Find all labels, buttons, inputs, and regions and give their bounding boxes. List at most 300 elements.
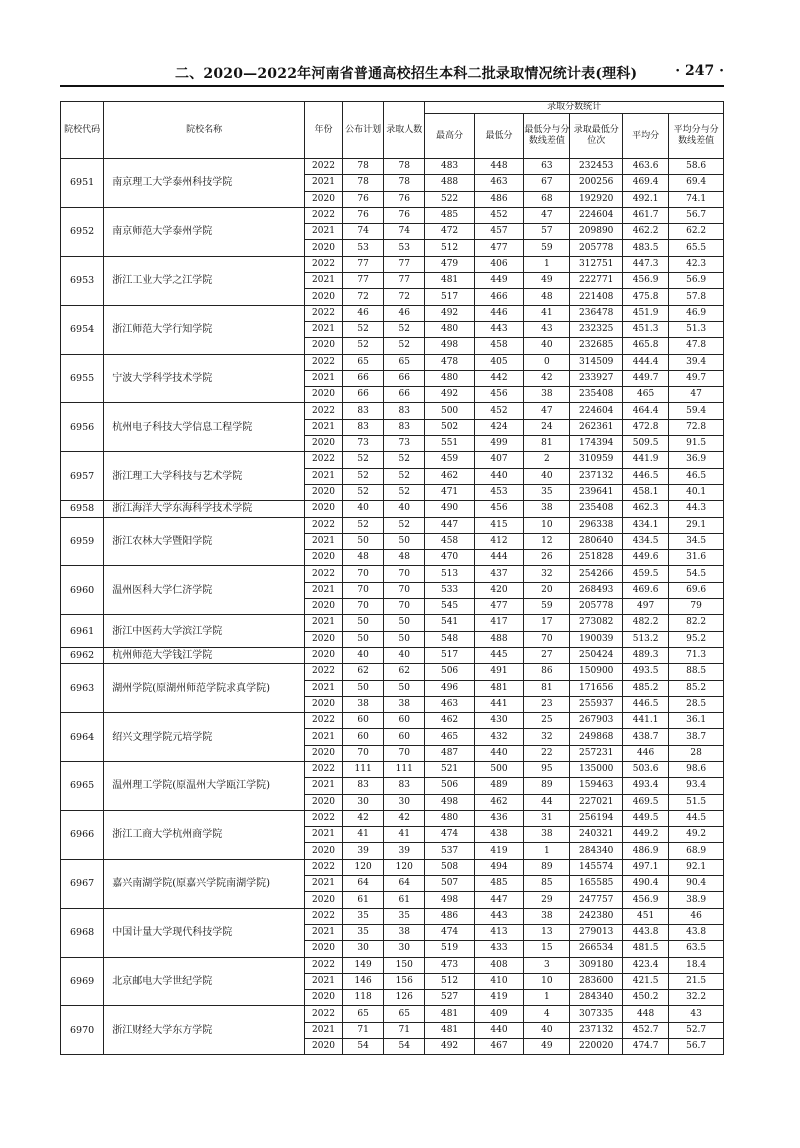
cell-min-rank: 256194 [570, 810, 622, 826]
school-name: 嘉兴南湖学院(原嘉兴学院南湖学院) [104, 859, 305, 908]
cell-avg: 463.6 [622, 159, 668, 175]
cell-avg: 438.7 [622, 729, 668, 745]
cell-year: 2022 [304, 1006, 342, 1022]
school-code: 6954 [61, 305, 104, 354]
cell-min: 456 [474, 501, 523, 517]
cell-max: 480 [425, 810, 474, 826]
cell-year: 2022 [304, 207, 342, 223]
table-row [61, 403, 724, 419]
cell-min-diff: 40 [524, 468, 570, 484]
table-body [61, 159, 724, 1055]
cell-min-diff: 17 [524, 615, 570, 631]
cell-min: 444 [474, 550, 523, 566]
cell-avg: 481.5 [622, 941, 668, 957]
cell-min-rank: 205778 [570, 599, 622, 615]
cell-min-rank: 232453 [570, 159, 622, 175]
header-admitted: 录取人数 [384, 102, 425, 159]
cell-year: 2022 [304, 452, 342, 468]
cell-admitted: 64 [384, 876, 425, 892]
cell-min: 481 [474, 680, 523, 696]
header-name: 院校名称 [104, 102, 305, 159]
cell-min-rank: 235408 [570, 501, 622, 517]
table-row [61, 908, 724, 924]
page-header [60, 60, 724, 84]
cell-avg-diff: 93.4 [669, 778, 724, 794]
cell-min-rank: 273082 [570, 615, 622, 631]
cell-plan: 83 [343, 419, 384, 435]
cell-admitted: 111 [384, 761, 425, 777]
header-min-rank: 录取最低分位次 [570, 114, 622, 159]
table-row [61, 615, 724, 631]
cell-avg-diff: 63.5 [669, 941, 724, 957]
school-name: 浙江海洋大学东海科学技术学院 [104, 501, 305, 517]
cell-min-diff: 20 [524, 582, 570, 598]
cell-admitted: 76 [384, 207, 425, 223]
cell-avg: 447.3 [622, 256, 668, 272]
school-name: 杭州师范大学钱江学院 [104, 647, 305, 663]
cell-admitted: 77 [384, 256, 425, 272]
cell-admitted: 71 [384, 1022, 425, 1038]
cell-avg: 492.1 [622, 191, 668, 207]
cell-plan: 52 [343, 321, 384, 337]
cell-min: 441 [474, 696, 523, 712]
cell-min-diff: 95 [524, 761, 570, 777]
cell-admitted: 46 [384, 305, 425, 321]
cell-year: 2022 [304, 957, 342, 973]
cell-admitted: 30 [384, 941, 425, 957]
cell-admitted: 76 [384, 191, 425, 207]
cell-year: 2022 [304, 761, 342, 777]
school-code: 6952 [61, 207, 104, 256]
cell-min-rank: 284340 [570, 990, 622, 1006]
cell-min-diff: 47 [524, 403, 570, 419]
cell-min: 448 [474, 159, 523, 175]
cell-year: 2022 [304, 859, 342, 875]
cell-avg-diff: 95.2 [669, 631, 724, 647]
cell-year: 2020 [304, 941, 342, 957]
table-row [61, 1006, 724, 1022]
cell-plan: 46 [343, 305, 384, 321]
cell-year: 2021 [304, 175, 342, 191]
cell-min-diff: 0 [524, 354, 570, 370]
cell-min-rank: 224604 [570, 207, 622, 223]
table-row [61, 501, 724, 517]
cell-max: 459 [425, 452, 474, 468]
cell-avg: 448 [622, 1006, 668, 1022]
cell-max: 465 [425, 729, 474, 745]
cell-year: 2021 [304, 370, 342, 386]
cell-year: 2021 [304, 729, 342, 745]
cell-year: 2020 [304, 436, 342, 452]
cell-min-diff: 1 [524, 843, 570, 859]
cell-admitted: 39 [384, 843, 425, 859]
cell-min-rank: 242380 [570, 908, 622, 924]
cell-min: 452 [474, 207, 523, 223]
cell-min-rank: 150900 [570, 664, 622, 680]
cell-max: 481 [425, 273, 474, 289]
cell-min: 433 [474, 941, 523, 957]
cell-avg-diff: 88.5 [669, 664, 724, 680]
cell-plan: 73 [343, 436, 384, 452]
cell-min-rank: 309180 [570, 957, 622, 973]
cell-year: 2022 [304, 566, 342, 582]
cell-min-rank: 251828 [570, 550, 622, 566]
cell-plan: 71 [343, 1022, 384, 1038]
cell-min-rank: 227021 [570, 794, 622, 810]
cell-avg: 464.4 [622, 403, 668, 419]
cell-avg: 458.1 [622, 484, 668, 500]
cell-year: 2021 [304, 419, 342, 435]
cell-max: 506 [425, 664, 474, 680]
cell-plan: 52 [343, 338, 384, 354]
cell-plan: 30 [343, 941, 384, 957]
cell-min-diff: 49 [524, 273, 570, 289]
cell-min-diff: 68 [524, 191, 570, 207]
cell-avg-diff: 44.3 [669, 501, 724, 517]
cell-min-rank: 279013 [570, 924, 622, 940]
cell-min: 408 [474, 957, 523, 973]
cell-min: 452 [474, 403, 523, 419]
cell-min-rank: 307335 [570, 1006, 622, 1022]
school-code: 6953 [61, 256, 104, 305]
cell-plan: 78 [343, 159, 384, 175]
cell-avg-diff: 43 [669, 1006, 724, 1022]
cell-max: 488 [425, 175, 474, 191]
cell-avg-diff: 54.5 [669, 566, 724, 582]
cell-plan: 40 [343, 501, 384, 517]
cell-min: 499 [474, 436, 523, 452]
cell-min: 463 [474, 175, 523, 191]
cell-avg: 451.3 [622, 321, 668, 337]
school-name: 南京理工大学泰州科技学院 [104, 159, 305, 208]
table-row [61, 957, 724, 973]
cell-year: 2022 [304, 664, 342, 680]
cell-avg-diff: 36.9 [669, 452, 724, 468]
cell-plan: 70 [343, 745, 384, 761]
cell-admitted: 35 [384, 908, 425, 924]
cell-year: 2020 [304, 501, 342, 517]
cell-avg: 462.3 [622, 501, 668, 517]
cell-avg-diff: 46.5 [669, 468, 724, 484]
cell-avg: 490.4 [622, 876, 668, 892]
cell-avg-diff: 91.5 [669, 436, 724, 452]
cell-admitted: 52 [384, 468, 425, 484]
cell-min-rank: 159463 [570, 778, 622, 794]
cell-admitted: 70 [384, 582, 425, 598]
cell-admitted: 50 [384, 631, 425, 647]
cell-year: 2020 [304, 745, 342, 761]
school-code: 6964 [61, 713, 104, 762]
cell-avg: 485.2 [622, 680, 668, 696]
cell-max: 474 [425, 827, 474, 843]
cell-min-diff: 59 [524, 599, 570, 615]
cell-avg: 456.9 [622, 273, 668, 289]
cell-avg-diff: 72.8 [669, 419, 724, 435]
cell-avg-diff: 18.4 [669, 957, 724, 973]
cell-admitted: 83 [384, 419, 425, 435]
cell-admitted: 41 [384, 827, 425, 843]
cell-year: 2022 [304, 810, 342, 826]
cell-admitted: 74 [384, 224, 425, 240]
cell-year: 2020 [304, 631, 342, 647]
header-max: 最高分 [425, 114, 474, 159]
cell-avg-diff: 51.5 [669, 794, 724, 810]
cell-max: 481 [425, 1022, 474, 1038]
cell-min-rank: 247757 [570, 892, 622, 908]
cell-avg: 465 [622, 387, 668, 403]
cell-max: 551 [425, 436, 474, 452]
cell-max: 522 [425, 191, 474, 207]
cell-avg-diff: 44.5 [669, 810, 724, 826]
cell-max: 473 [425, 957, 474, 973]
school-code: 6963 [61, 664, 104, 713]
cell-min: 453 [474, 484, 523, 500]
cell-min: 410 [474, 973, 523, 989]
cell-plan: 39 [343, 843, 384, 859]
cell-admitted: 72 [384, 289, 425, 305]
cell-min-diff: 38 [524, 501, 570, 517]
cell-min-rank: 284340 [570, 843, 622, 859]
cell-min: 457 [474, 224, 523, 240]
cell-min-diff: 38 [524, 908, 570, 924]
cell-min: 491 [474, 664, 523, 680]
cell-avg: 434.5 [622, 533, 668, 549]
cell-year: 2022 [304, 305, 342, 321]
cell-min-diff: 67 [524, 175, 570, 191]
cell-avg-diff: 82.2 [669, 615, 724, 631]
cell-avg-diff: 32.2 [669, 990, 724, 1006]
cell-plan: 48 [343, 550, 384, 566]
cell-admitted: 150 [384, 957, 425, 973]
cell-admitted: 126 [384, 990, 425, 1006]
cell-plan: 66 [343, 370, 384, 386]
cell-admitted: 52 [384, 452, 425, 468]
cell-max: 496 [425, 680, 474, 696]
cell-admitted: 48 [384, 550, 425, 566]
cell-year: 2020 [304, 794, 342, 810]
cell-plan: 74 [343, 224, 384, 240]
cell-min: 447 [474, 892, 523, 908]
cell-max: 541 [425, 615, 474, 631]
cell-admitted: 70 [384, 566, 425, 582]
cell-max: 512 [425, 240, 474, 256]
cell-min-rank: 310959 [570, 452, 622, 468]
cell-admitted: 83 [384, 778, 425, 794]
school-name: 浙江财经大学东方学院 [104, 1006, 305, 1055]
cell-plan: 50 [343, 615, 384, 631]
cell-avg: 434.1 [622, 517, 668, 533]
cell-admitted: 38 [384, 696, 425, 712]
cell-year: 2022 [304, 908, 342, 924]
cell-admitted: 53 [384, 240, 425, 256]
cell-min-diff: 32 [524, 566, 570, 582]
cell-year: 2021 [304, 924, 342, 940]
cell-avg-diff: 79 [669, 599, 724, 615]
cell-avg-diff: 57.8 [669, 289, 724, 305]
cell-plan: 146 [343, 973, 384, 989]
cell-plan: 118 [343, 990, 384, 1006]
cell-min-diff: 48 [524, 289, 570, 305]
header-year: 年份 [304, 102, 342, 159]
cell-avg-diff: 69.4 [669, 175, 724, 191]
school-code: 6951 [61, 159, 104, 208]
cell-avg: 503.6 [622, 761, 668, 777]
cell-min-diff: 4 [524, 1006, 570, 1022]
cell-min-rank: 249868 [570, 729, 622, 745]
cell-year: 2020 [304, 484, 342, 500]
school-name: 杭州电子科技大学信息工程学院 [104, 403, 305, 452]
cell-avg-diff: 34.5 [669, 533, 724, 549]
cell-min: 415 [474, 517, 523, 533]
cell-avg-diff: 46.9 [669, 305, 724, 321]
cell-min: 417 [474, 615, 523, 631]
cell-year: 2020 [304, 843, 342, 859]
cell-min: 486 [474, 191, 523, 207]
cell-min-diff: 43 [524, 321, 570, 337]
cell-avg-diff: 39.4 [669, 354, 724, 370]
cell-year: 2021 [304, 1022, 342, 1038]
cell-avg: 451 [622, 908, 668, 924]
cell-min-rank: 221408 [570, 289, 622, 305]
cell-year: 2020 [304, 289, 342, 305]
cell-max: 507 [425, 876, 474, 892]
cell-max: 487 [425, 745, 474, 761]
cell-avg: 449.7 [622, 370, 668, 386]
cell-avg-diff: 51.3 [669, 321, 724, 337]
table-row [61, 664, 724, 680]
cell-avg-diff: 65.5 [669, 240, 724, 256]
cell-avg: 469.6 [622, 582, 668, 598]
cell-max: 492 [425, 1039, 474, 1055]
cell-min-diff: 81 [524, 680, 570, 696]
cell-avg: 482.2 [622, 615, 668, 631]
cell-plan: 30 [343, 794, 384, 810]
cell-admitted: 30 [384, 794, 425, 810]
cell-avg-diff: 47 [669, 387, 724, 403]
page-number: · 247 · [675, 63, 724, 79]
cell-avg: 444.4 [622, 354, 668, 370]
cell-min: 485 [474, 876, 523, 892]
cell-min: 449 [474, 273, 523, 289]
school-name: 南京师范大学泰州学院 [104, 207, 305, 256]
cell-admitted: 66 [384, 370, 425, 386]
cell-year: 2022 [304, 713, 342, 729]
table-row [61, 256, 724, 272]
cell-avg: 469.4 [622, 175, 668, 191]
cell-min-diff: 86 [524, 664, 570, 680]
table-row [61, 517, 724, 533]
cell-avg: 443.8 [622, 924, 668, 940]
cell-year: 2020 [304, 1039, 342, 1055]
cell-min-diff: 57 [524, 224, 570, 240]
cell-min-diff: 81 [524, 436, 570, 452]
cell-plan: 76 [343, 207, 384, 223]
cell-avg: 461.7 [622, 207, 668, 223]
school-name: 浙江工业大学之江学院 [104, 256, 305, 305]
cell-avg: 449.2 [622, 827, 668, 843]
cell-avg: 513.2 [622, 631, 668, 647]
table-row [61, 354, 724, 370]
cell-min-rank: 205778 [570, 240, 622, 256]
cell-min-rank: 266534 [570, 941, 622, 957]
cell-max: 533 [425, 582, 474, 598]
page-title: 二、2020—2022年河南省普通高校招生本科二批录取情况统计表(理科) [175, 66, 638, 82]
cell-min-rank: 255937 [570, 696, 622, 712]
cell-avg-diff: 58.6 [669, 159, 724, 175]
cell-min-rank: 239641 [570, 484, 622, 500]
cell-plan: 42 [343, 810, 384, 826]
cell-min-rank: 232325 [570, 321, 622, 337]
cell-max: 486 [425, 908, 474, 924]
cell-year: 2020 [304, 696, 342, 712]
cell-avg-diff: 40.1 [669, 484, 724, 500]
cell-max: 462 [425, 713, 474, 729]
cell-min-diff: 40 [524, 1022, 570, 1038]
cell-avg-diff: 46 [669, 908, 724, 924]
cell-min: 489 [474, 778, 523, 794]
cell-year: 2020 [304, 338, 342, 354]
cell-min-rank: 200256 [570, 175, 622, 191]
cell-min-rank: 165585 [570, 876, 622, 892]
cell-avg: 493.5 [622, 664, 668, 680]
cell-max: 548 [425, 631, 474, 647]
cell-min-rank: 171656 [570, 680, 622, 696]
school-name: 中国计量大学现代科技学院 [104, 908, 305, 957]
cell-year: 2021 [304, 224, 342, 240]
cell-avg: 452.7 [622, 1022, 668, 1038]
school-code: 6961 [61, 615, 104, 648]
cell-plan: 60 [343, 729, 384, 745]
cell-min-rank: 190039 [570, 631, 622, 647]
cell-min: 432 [474, 729, 523, 745]
school-code: 6957 [61, 452, 104, 501]
cell-admitted: 60 [384, 713, 425, 729]
cell-min-rank: 262361 [570, 419, 622, 435]
cell-admitted: 73 [384, 436, 425, 452]
cell-avg: 486.9 [622, 843, 668, 859]
cell-min-diff: 70 [524, 631, 570, 647]
cell-avg: 465.8 [622, 338, 668, 354]
header-code: 院校代码 [61, 102, 104, 159]
school-code: 6970 [61, 1006, 104, 1055]
cell-min-diff: 59 [524, 240, 570, 256]
cell-admitted: 40 [384, 501, 425, 517]
cell-plan: 78 [343, 175, 384, 191]
school-code: 6965 [61, 761, 104, 810]
cell-avg-diff: 56.9 [669, 273, 724, 289]
cell-min-diff: 22 [524, 745, 570, 761]
cell-min: 440 [474, 745, 523, 761]
table-row [61, 859, 724, 875]
cell-min-diff: 29 [524, 892, 570, 908]
cell-plan: 41 [343, 827, 384, 843]
cell-plan: 50 [343, 533, 384, 549]
cell-max: 492 [425, 387, 474, 403]
school-name: 绍兴文理学院元培学院 [104, 713, 305, 762]
school-code: 6962 [61, 647, 104, 663]
cell-min-diff: 27 [524, 647, 570, 663]
cell-max: 481 [425, 1006, 474, 1022]
school-code: 6967 [61, 859, 104, 908]
cell-admitted: 65 [384, 354, 425, 370]
cell-admitted: 52 [384, 484, 425, 500]
cell-min-diff: 49 [524, 1039, 570, 1055]
cell-year: 2021 [304, 827, 342, 843]
cell-year: 2021 [304, 778, 342, 794]
cell-plan: 111 [343, 761, 384, 777]
cell-max: 483 [425, 159, 474, 175]
cell-min: 467 [474, 1039, 523, 1055]
